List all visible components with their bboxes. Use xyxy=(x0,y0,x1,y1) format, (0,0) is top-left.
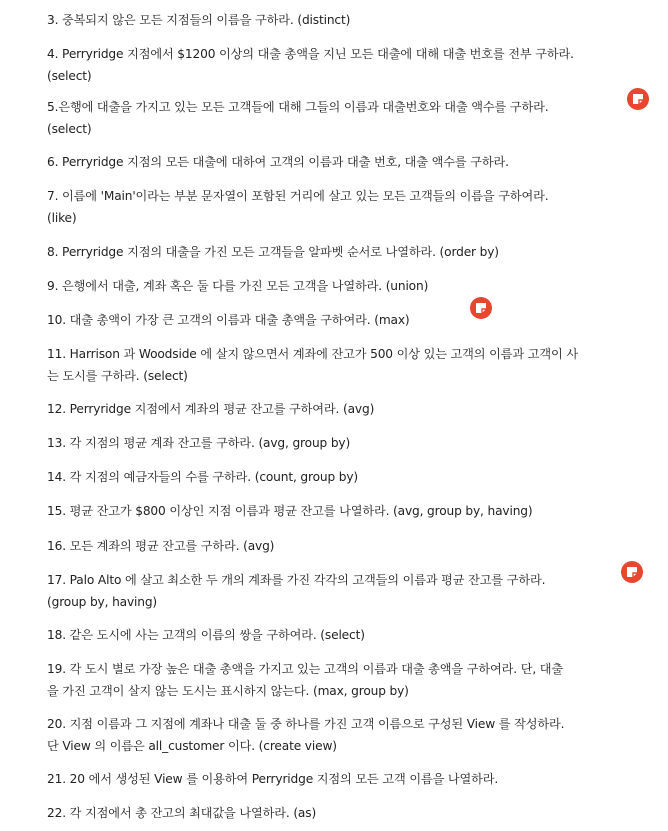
question-line: 7. 이름에 'Main'이라는 부분 문자열이 포함된 거리에 살고 있는 모든 고객들의 이름을 구하여라. xyxy=(47,189,549,203)
question-line: 16. 모든 계좌의 평균 잔고를 구하라. (avg) xyxy=(47,539,275,553)
question-line: 10. 대출 총액이 가장 큰 고객의 이름과 대출 총액을 구하여라. (max) xyxy=(47,313,410,327)
question-line: (like) xyxy=(47,211,77,225)
question-line: 4. Perryridge 지점에서 $1200 이상의 대출 총액을 지닌 모든 대출에 대해 대출 번호를 전부 구하라. xyxy=(47,47,574,61)
question-line: (group by, having) xyxy=(47,595,158,609)
question-7 xyxy=(47,185,645,229)
note-icon[interactable] xyxy=(470,297,492,319)
question-15 xyxy=(47,500,645,522)
question-14 xyxy=(47,466,645,488)
question-line: 14. 각 지점의 예금자들의 수를 구하라. (count, group by) xyxy=(47,470,359,484)
question-20 xyxy=(47,713,645,757)
question-line: (select) xyxy=(47,69,92,83)
question-3 xyxy=(47,9,645,31)
question-17 xyxy=(47,569,645,613)
note-icon[interactable] xyxy=(621,561,643,583)
question-line: 는 도시를 구하라. (select) xyxy=(47,369,188,383)
note-glyph xyxy=(632,93,644,105)
question-9 xyxy=(47,275,645,297)
question-line: 3. 중복되지 않은 모든 지점들의 이름을 구하라. (distinct) xyxy=(47,13,351,27)
question-19 xyxy=(47,658,645,702)
question-line: 22. 각 지점에서 총 잔고의 최대값을 나열하라. (as) xyxy=(47,806,317,820)
question-line: (select) xyxy=(47,122,92,136)
question-22 xyxy=(47,802,645,824)
question-6 xyxy=(47,151,645,173)
question-4 xyxy=(47,43,645,87)
note-icon[interactable] xyxy=(627,88,649,110)
question-line: 을 가진 고객이 살지 않는 도시는 표시하지 않는다. (max, group by) xyxy=(47,684,409,698)
question-line: 19. 각 도시 별로 가장 높은 대출 총액을 가지고 있는 고객의 이름과 대출 총액을 구하여라. 단, 대출 xyxy=(47,662,564,676)
question-18 xyxy=(47,624,645,646)
question-8 xyxy=(47,241,645,263)
question-line: 11. Harrison 과 Woodside 에 살지 않으면서 계좌에 잔고가 500 이상 있는 고객의 이름과 고객이 사 xyxy=(47,347,578,361)
question-line: 20. 지점 이름과 그 지점에 계좌나 대출 둘 중 하나를 가진 고객 이름으로 구성된 View 를 작성하라. xyxy=(47,717,565,731)
question-12 xyxy=(47,398,645,420)
question-line: 12. Perryridge 지점에서 계좌의 평균 잔고를 구하여라. (avg) xyxy=(47,402,375,416)
question-line: 5.은행에 대출을 가지고 있는 모든 고객들에 대해 그들의 이름과 대출번호와 대출 액수를 구하라. xyxy=(47,100,549,114)
question-line: 8. Perryridge 지점의 대출을 가진 모든 고객들을 알파벳 순서로 나열하라. (order by) xyxy=(47,245,499,259)
note-glyph xyxy=(475,302,487,314)
note-glyph xyxy=(626,566,638,578)
question-5 xyxy=(47,96,645,140)
question-line: 15. 평균 잔고가 $800 이상인 지점 이름과 평균 잔고를 나열하라. (avg, group by, having) xyxy=(47,504,533,518)
question-line: 17. Palo Alto 에 살고 최소한 두 개의 계좌를 가진 각각의 고객들의 이름과 평균 잔고를 구하라. xyxy=(47,573,546,587)
question-line: 18. 같은 도시에 사는 고객의 이름의 쌍을 구하여라. (select) xyxy=(47,628,365,642)
question-line: 6. Perryridge 지점의 모든 대출에 대하여 고객의 이름과 대출 번호, 대출 액수를 구하라. xyxy=(47,155,509,169)
question-21 xyxy=(47,768,645,790)
question-line: 단 View 의 이름은 all_customer 이다. (create view) xyxy=(47,739,337,753)
question-10 xyxy=(47,309,645,331)
question-line: 9. 은행에서 대출, 계좌 혹은 둘 다를 가진 모든 고객을 나열하라. (union) xyxy=(47,279,429,293)
question-13 xyxy=(47,432,645,454)
question-11 xyxy=(47,343,645,387)
question-16 xyxy=(47,535,645,557)
question-line: 13. 각 지점의 평균 계좌 잔고를 구하라. (avg, group by) xyxy=(47,436,351,450)
question-line: 21. 20 에서 생성된 View 를 이용하여 Perryridge 지점의 모든 고객 이름을 나열하라. xyxy=(47,772,499,786)
